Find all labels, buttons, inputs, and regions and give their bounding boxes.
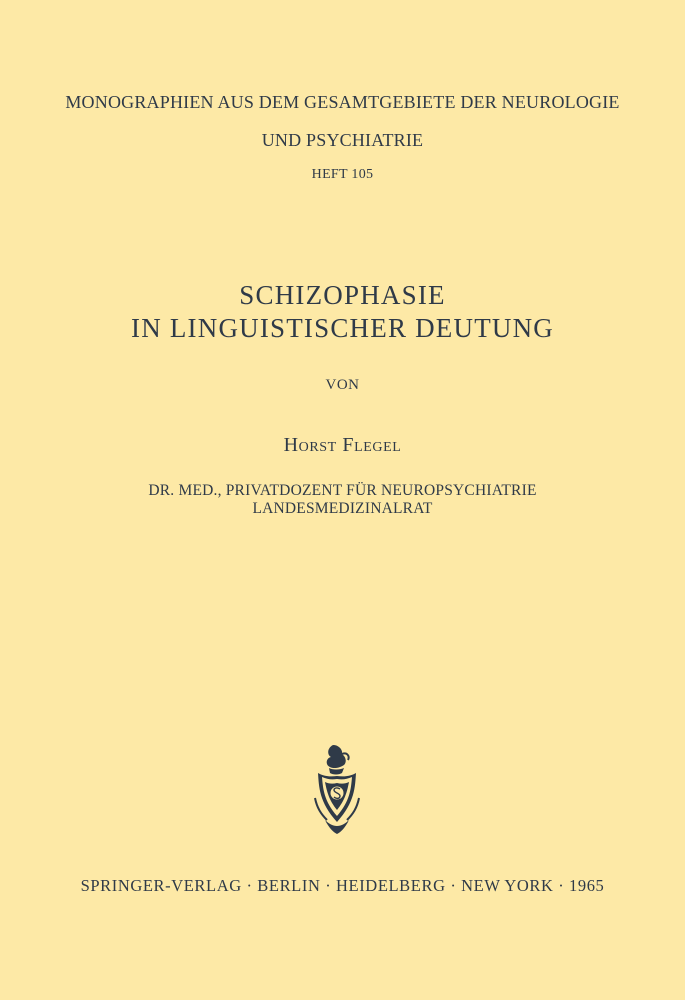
author-credentials-line-2: LANDESMEDIZINALRAT [252,500,433,517]
series-title-line-2: UND PSYCHIATRIE [261,130,424,150]
book-title-line-2: IN LINGUISTISCHER DEUTUNG [131,313,554,343]
series-title-line-1: MONOGRAPHIEN AUS DEM GESAMTGEBIETE DER NEUROLOGIE [65,92,620,112]
series-volume-number: HEFT 105 [311,167,374,182]
author-name: Horst Flegel [283,434,402,456]
springer-knight-emblem-icon [309,742,366,836]
author-credentials-line-1: DR. MED., PRIVATDOZENT FÜR NEUROPSYCHIATRIE [148,482,537,499]
book-title-line-1: SCHIZOPHASIE [239,280,446,310]
by-label: VON [325,377,360,393]
publisher-imprint: SPRINGER-VERLAG · BERLIN · HEIDELBERG · NEW YORK · 1965 [80,876,605,895]
